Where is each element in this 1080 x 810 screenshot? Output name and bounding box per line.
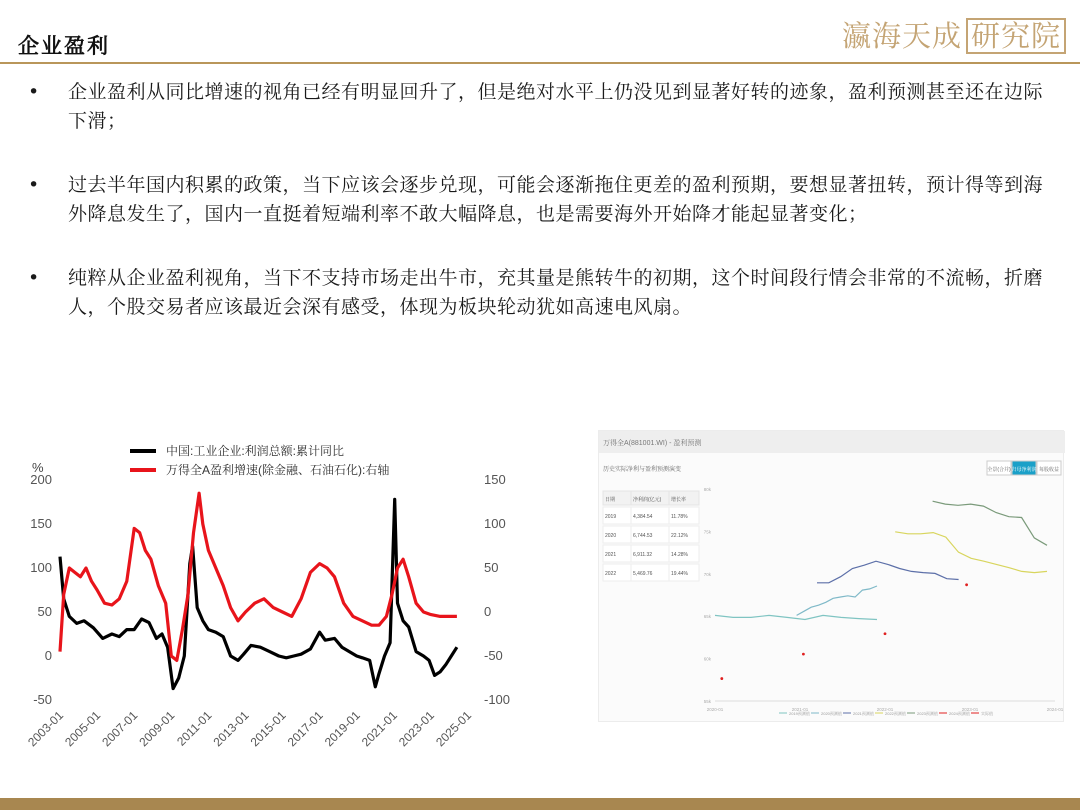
left-tick-label: 150: [30, 516, 52, 531]
forecast-chart: [599, 431, 1065, 723]
x-tick-label: 2021-01: [791, 707, 809, 712]
tab-label: 全景(合并): [987, 467, 1011, 473]
logo-boxed-text: 研究院: [966, 18, 1066, 54]
forecast-line: [933, 501, 1047, 545]
right-tick-label: 0: [484, 604, 492, 619]
forecast-line: [895, 532, 1047, 573]
right-tick-label: 100: [484, 516, 506, 531]
left-tick-label: 200: [30, 472, 52, 487]
bullet-symbol: •: [28, 174, 40, 196]
bullet-symbol: •: [28, 81, 40, 103]
x-tick-label: 2017-01: [284, 708, 326, 750]
x-tick-label: 2020-01: [706, 707, 724, 712]
right-tick-label: -50: [484, 648, 503, 663]
y-axis-unit-label: %: [32, 460, 44, 475]
y-tick-label: 75k: [703, 529, 711, 535]
y-tick-label: 65k: [703, 614, 711, 620]
forecast-line: [715, 615, 877, 619]
y-tick-label: 60k: [703, 656, 711, 662]
x-tick-label: 2003-01: [25, 708, 67, 750]
table-cell-text: 14.28%: [671, 552, 688, 558]
x-tick-label: 2015-01: [247, 708, 289, 750]
table-cell-text: 19.44%: [671, 571, 688, 577]
forecast-line: [797, 586, 877, 615]
right-tick-label: 50: [484, 560, 499, 575]
forecast-line: [817, 561, 959, 583]
table-cell-text: 2020: [605, 533, 617, 539]
x-tick-label: 2021-01: [358, 708, 400, 750]
x-tick-label: 2024-01: [1046, 707, 1064, 712]
slide-title: 企业盈利: [18, 34, 110, 58]
title-bar: [0, 0, 1080, 62]
table-header-label: 日期: [605, 497, 616, 503]
actual-point: [802, 653, 805, 656]
bullet-list: [28, 78, 1048, 357]
table-cell-text: 22.12%: [671, 533, 688, 539]
right-tick-label: 150: [484, 472, 506, 487]
x-tick-label: 2011-01: [174, 708, 215, 749]
left-tick-label: 0: [44, 648, 52, 663]
left-tick-label: 50: [37, 604, 52, 619]
bullet-symbol: •: [28, 267, 40, 289]
bullet-item: [28, 78, 1048, 136]
panel-title: 万得全A(881001.WI) - 盈利预测: [603, 440, 702, 447]
table-cell-text: 6,911.32: [633, 552, 653, 558]
legend-label: 2023预测值: [917, 711, 938, 716]
actual-point: [965, 583, 968, 586]
tab-label: 每股收益: [1038, 467, 1060, 473]
x-tick-label: 2009-01: [136, 708, 178, 750]
legend-label: 万得全A盈利增速(除金融、石油石化):右轴: [166, 463, 390, 477]
bullet-text: 过去半年国内积累的政策，当下应该会逐步兑现，可能会逐渐拖住更差的盈利预期，要想显著扭转，预计得等到海外降息发生了，国内一直挺着短端利率不敢大幅降息，也是需要海外开始降才能起显著变化；: [68, 174, 1044, 225]
logo-main-text: 瀛海天成: [842, 19, 963, 53]
title-divider: [0, 62, 1080, 64]
legend-label: 2020预测值: [821, 711, 842, 716]
bullet-item: [28, 171, 1048, 229]
bullet-item: [28, 264, 1048, 322]
table-header-label: 增长率: [671, 497, 687, 503]
table-cell-text: 4,384.54: [633, 514, 653, 520]
x-tick-label: 2023-01: [961, 707, 979, 712]
table-cell-text: 2021: [605, 552, 617, 558]
wind-forecast-screenshot: [598, 430, 1064, 722]
footer-bar: [0, 798, 1080, 810]
actual-point: [884, 632, 887, 635]
left-tick-label: 100: [30, 560, 52, 575]
right-tick-label: -100: [484, 692, 511, 707]
y-tick-label: 55k: [703, 699, 711, 704]
profit-growth-chart: [20, 430, 520, 770]
tab-label: 归母净利润: [1011, 467, 1037, 473]
x-tick-label: 2005-01: [62, 708, 104, 750]
legend-label: 中国:工业企业:利润总额:累计同比: [166, 444, 345, 458]
x-tick-label: 2013-01: [210, 708, 252, 750]
panel-subtitle: 历史实际净利与盈利预测演变: [603, 467, 682, 473]
brand-logo: [842, 14, 1066, 55]
x-tick-label: 2007-01: [99, 708, 141, 750]
table-cell-text: 2022: [605, 571, 617, 577]
table-cell-text: 5,469.76: [633, 571, 653, 577]
series-line: [60, 499, 457, 688]
bullet-text: 企业盈利从同比增速的视角已经有明显回升了，但是绝对水平上仍没见到显著好转的迹象，盈利预测甚至还在边际下滑；: [68, 81, 1044, 132]
x-tick-label: 2025-01: [433, 708, 475, 750]
legend-label: 2019预测值: [789, 711, 810, 716]
table-header-label: 净利润(亿元): [633, 497, 662, 503]
x-tick-label: 2023-01: [395, 708, 438, 750]
actual-point: [720, 677, 723, 680]
y-tick-label: 70k: [703, 571, 711, 577]
legend-label: 2024预测值: [949, 711, 970, 716]
table-cell-text: 11.78%: [671, 514, 688, 520]
table-cell-text: 2019: [605, 514, 617, 520]
bullet-text: 纯粹从企业盈利视角，当下不支持市场走出牛市，充其量是熊转牛的初期，这个时间段行情会非常的不流畅，折磨人，个股交易者应该最近会深有感受，体现为板块轮动犹如高速电风扇。: [68, 267, 1044, 318]
table-cell-text: 6,744.53: [633, 533, 653, 539]
y-tick-label: 80k: [703, 487, 711, 492]
legend-label: 实际值: [981, 711, 993, 716]
legend-label: 2021预测值: [853, 711, 874, 716]
left-tick-label: -50: [33, 692, 52, 707]
legend-label: 2022预测值: [885, 711, 906, 716]
x-tick-label: 2022-01: [876, 707, 894, 712]
x-tick-label: 2019-01: [321, 708, 363, 750]
